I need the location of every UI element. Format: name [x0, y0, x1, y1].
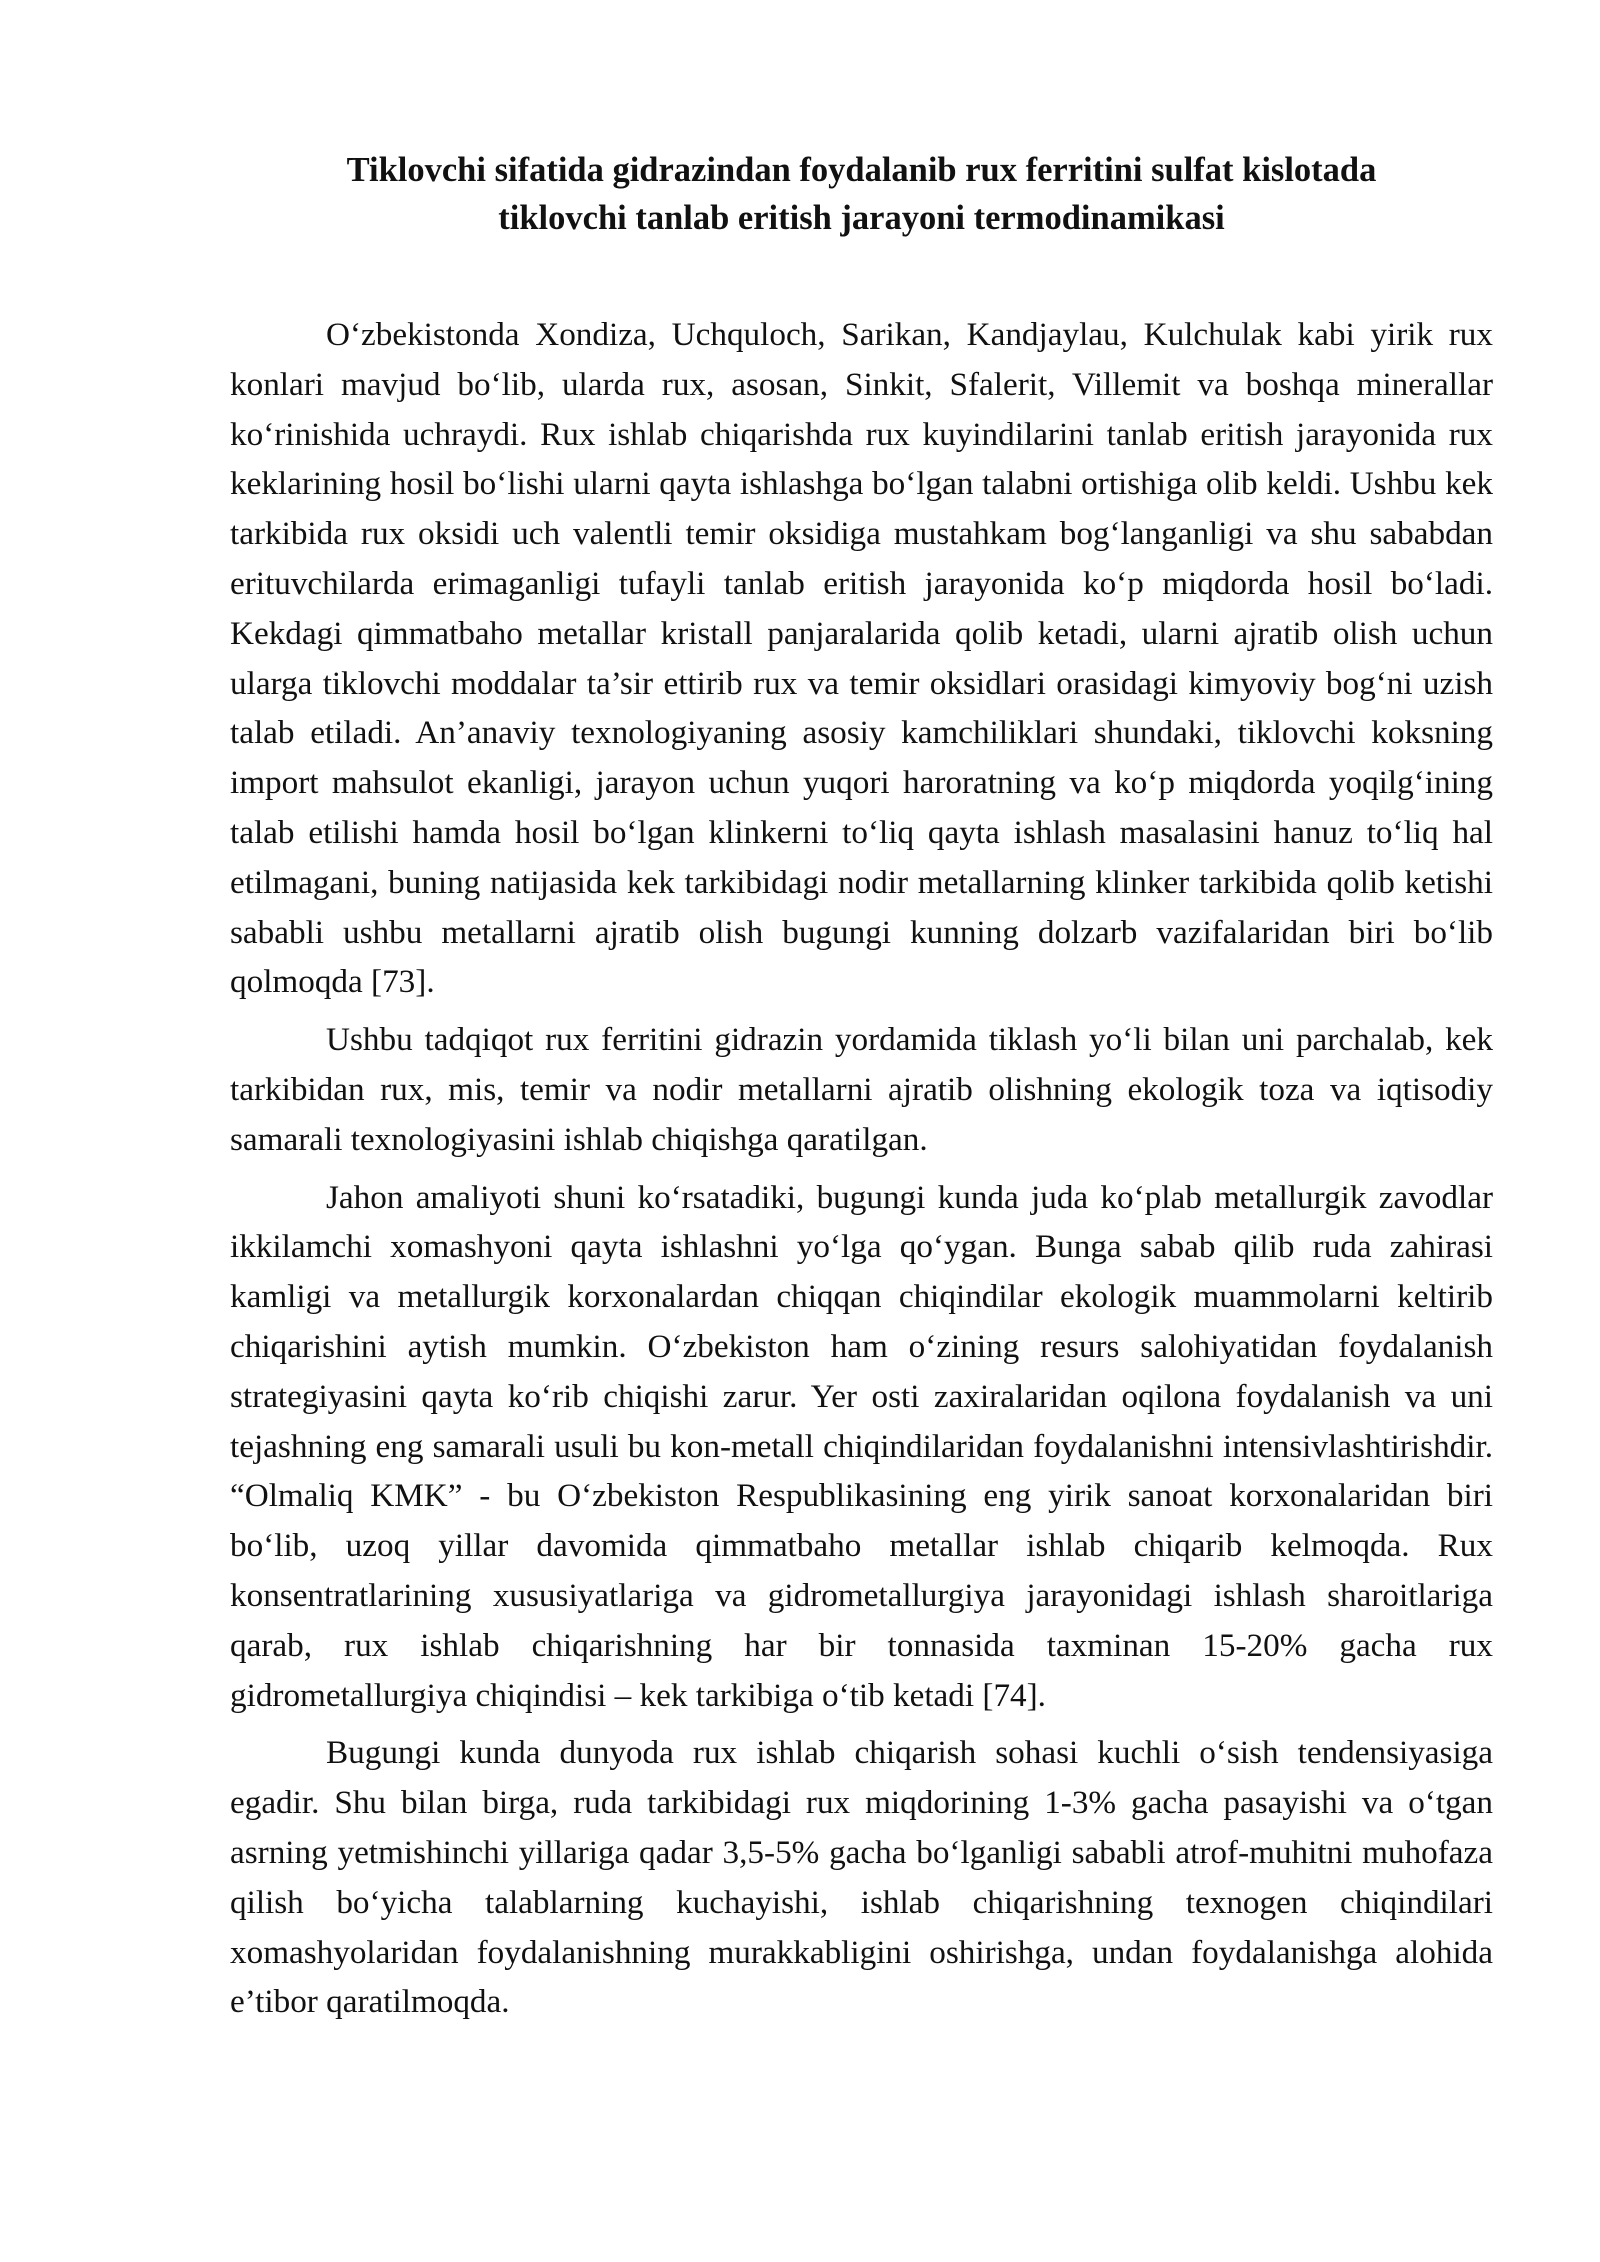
body-paragraph-2: Ushbu tadqiqot rux ferritini gidrazin yordamida tiklash yo‘li bilan uni parchalab, kek tarkibidan rux, mis, temir va nodir metallarni ajratib olishning ekologik toza va iqtisodiy samarali texnologiyasini ishlab chiqishga qaratilgan.	[230, 1021, 1493, 1158]
document-title	[230, 146, 1493, 242]
title-line-2: tiklovchi tanlab eritish jarayoni termodinamikasi	[498, 199, 1225, 237]
title-line-1: Tiklovchi sifatida gidrazindan foydalanib rux ferritini sulfat kislotada	[346, 151, 1377, 189]
body-paragraph-1: O‘zbekistonda Xondiza, Uchquloch, Sarikan, Kandjaylau, Kulchulak kabi yirik rux konlari mavjud bo‘lib, ularda rux, asosan, Sinkit, Sfalerit, Villemit va boshqa minerallar ko‘rinishida uchraydi. Rux ishlab chiqarishda rux kuyindilarini tanlab eritish jarayonida rux keklarining hosil bo‘lishi ularni qayta ishlashga bo‘lgan talabni ortishiga olib keldi. Ushbu kek tarkibida rux oksidi uch valentli temir oksidiga mustahkam bog‘langanligi va shu sababdan erituvchilarda erimaganligi tufayli tanlab eritish jarayonida ko‘p miqdorda hosil bo‘ladi. Kekdagi qimmatbaho metallar kristall panjaralarida qolib ketadi, ularni ajratib olish uchun ularga tiklovchi moddalar ta’sir ettirib rux va temir oksidlari orasidagi kimyoviy bog‘ni uzish talab etiladi. An’anaviy texnologiyaning asosiy kamchiliklari shundaki, tiklovchi koksning import mahsulot ekanligi, jarayon uchun yuqori haroratning va ko‘p miqdorda yoqilg‘ining talab etilishi hamda hosil bo‘lgan klinkerni to‘liq qayta ishlash masalasini hanuz to‘liq hal etilmagani, buning natijasida kek tarkibidagi nodir metallarning klinker tarkibida qolib ketishi sababli ushbu metallarni ajratib olish bugungi kunning dolzarb vazifalaridan biri bo‘lib qolmoqda [73].	[230, 316, 1493, 1001]
body-paragraph-4: Bugungi kunda dunyoda rux ishlab chiqarish sohasi kuchli o‘sish tendensiyasiga egadir. Shu bilan birga, ruda tarkibidagi rux miqdorining 1-3% gacha pasayishi va o‘tgan asrning yetmishinchi yillariga qadar 3,5-5% gacha bo‘lganligi sababli atrof-muhitni muhofaza qilish bo‘yicha talablarning kuchayishi, ishlab chiqarishning texnogen chiqindilari xomashyolaridan foydalanishning murakkabligini oshirishga, undan foydalanishga alohida e’tibor qaratilmoqda.	[230, 1734, 1493, 2021]
body-paragraph-3: Jahon amaliyoti shuni ko‘rsatadiki, bugungi kunda juda ko‘plab metallurgik zavodlar ikkilamchi xomashyoni qayta ishlashni yo‘lga qo‘ygan. Bunga sabab qilib ruda zahirasi kamligi va metallurgik korxonalardan chiqqan chiqindilar ekologik muammolarni keltirib chiqarishini aytish mumkin. O‘zbekiston ham o‘zining resurs salohiyatidan foydalanish strategiyasini qayta ko‘rib chiqishi zarur. Yer osti zaxiralaridan oqilona foydalanish va uni tejashning eng samarali usuli bu kon-metall chiqindilaridan foydalanishni intensivlashtirishdir. “Olmaliq KMK” - bu O‘zbekiston Respublikasining eng yirik sanoat korxonalaridan biri bo‘lib, uzoq yillar davomida qimmatbaho metallar ishlab chiqarib kelmoqda. Rux konsentratlarining xususiyatlariga va gidrometallurgiya jarayonidagi ishlash sharoitlariga qarab, rux ishlab chiqarishning har bir tonnasida taxminan 15-20% gacha rux gidrometallurgiya chiqindisi – kek tarkibiga o‘tib ketadi [74].	[230, 1178, 1493, 1714]
page-content	[230, 146, 1493, 2035]
